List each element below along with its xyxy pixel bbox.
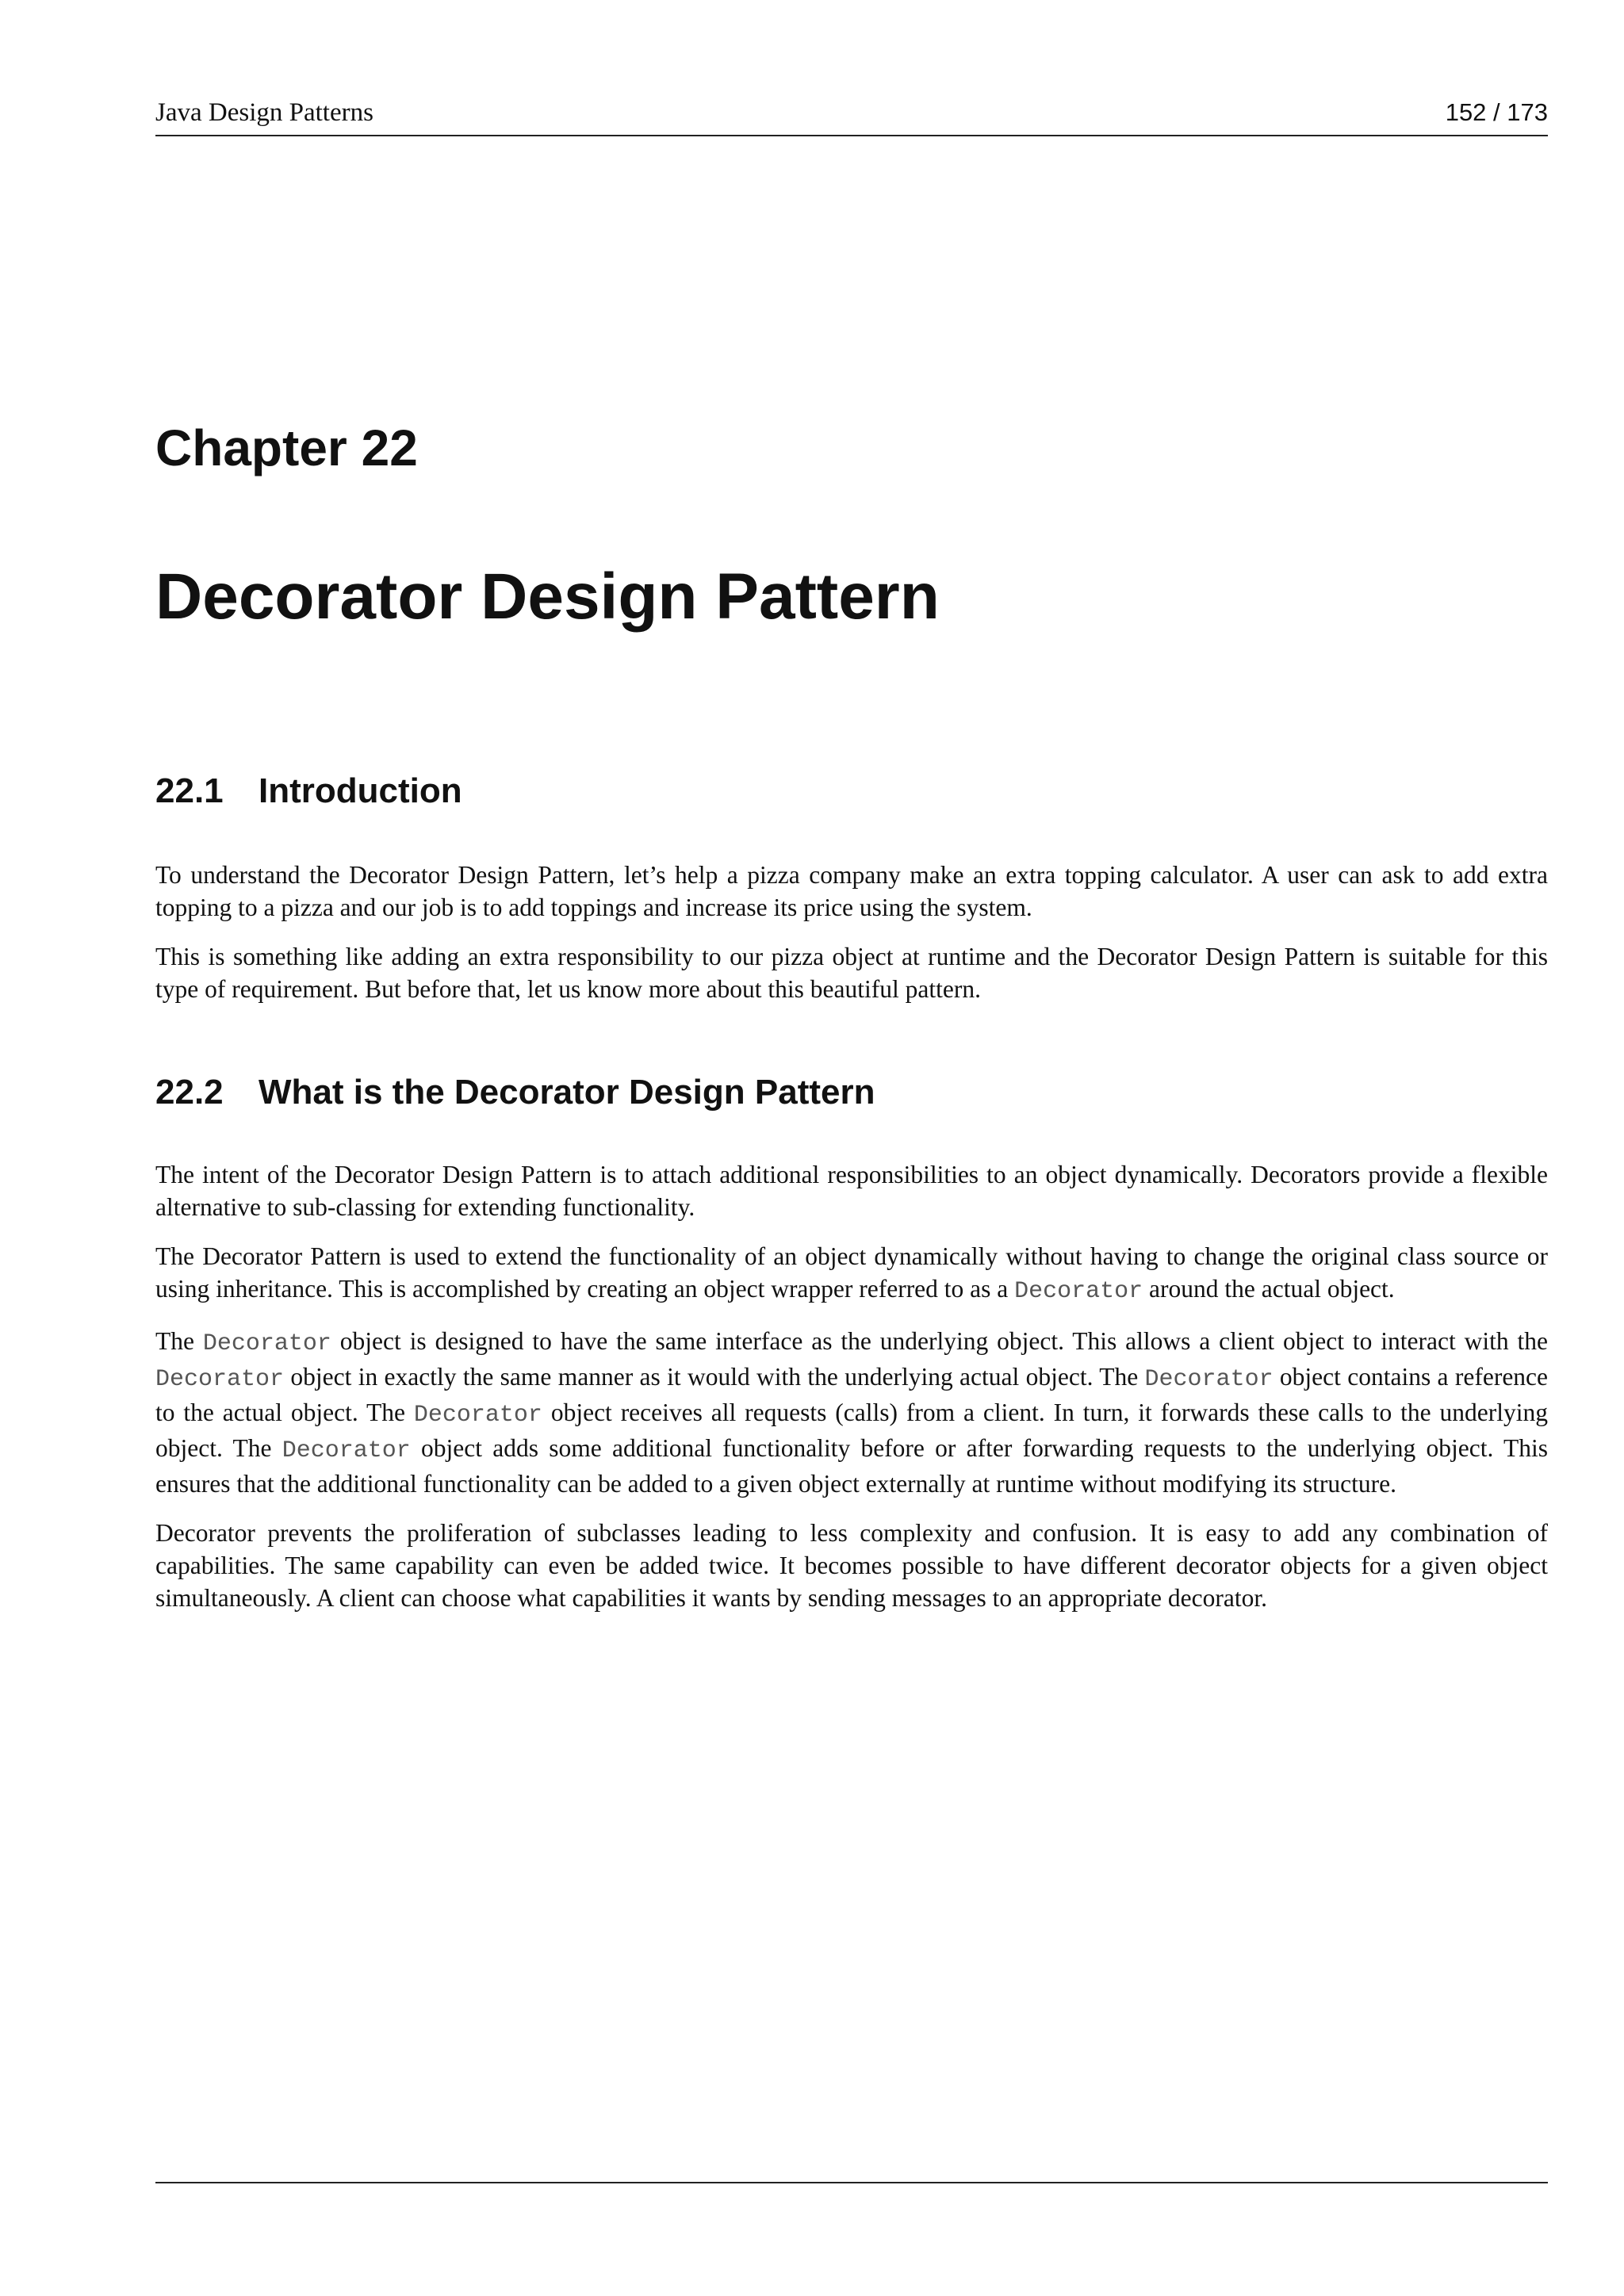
paragraph: Decorator prevents the proliferation of subclasses leading to less complexity and confusion. It is easy to add any combination of capabilities. The same capability can even be added twice. It becomes possible to have different decorator objects for a given object simultaneously. A client can choose what capabilities it wants by sending messages to an appropriate decorator. (155, 1519, 1548, 1612)
text-run: around the actual object. (1143, 1275, 1395, 1303)
inline-code: Decorator (155, 1366, 285, 1393)
text-run: The (155, 1327, 203, 1355)
section-number: 22.1 (155, 771, 224, 810)
inline-code: Decorator (1144, 1366, 1274, 1393)
header-book-title: Java Design Patterns (155, 98, 373, 127)
paragraph (155, 1325, 1548, 1500)
section-title: What is the Decorator Design Pattern (259, 1073, 875, 1112)
chapter-label: Chapter 22 (155, 419, 418, 476)
inline-code: Decorator (202, 1330, 331, 1357)
paragraph: This is something like adding an extra responsibility to our pizza object at runtime and the Decorator Design Pattern is suitable for this type of requirement. But before that, let us know more about this beautiful pattern. (155, 943, 1548, 1003)
section-body-introduction (155, 859, 1548, 1022)
text-run: object adds some additional functionality before or after forwarding requests to the underlying object. This ensures that the additional functionality can be added to a given object externally at runtime without modifying its structure. (155, 1434, 1549, 1498)
inline-code: Decorator (282, 1437, 411, 1464)
text-run: object is designed to have the same interface as the underlying object. This allows a client object to interact with the (331, 1327, 1548, 1355)
footer-rule (155, 2182, 1548, 2183)
section-heading-introduction (155, 767, 462, 815)
text-run: object in exactly the same manner as it would with the underlying actual object. The (284, 1363, 1145, 1391)
running-header (155, 97, 1548, 136)
text-run: object contains a reference to the actual object. The (155, 1363, 1549, 1426)
paragraph: The intent of the Decorator Design Pattern is to attach additional responsibilities to an object dynamically. Decorators provide a flexible alternative to sub-classing for extending functionality. (155, 1161, 1548, 1221)
paragraph (155, 1240, 1548, 1308)
section-body-what-is-decorator (155, 1158, 1548, 1631)
header-page-number: 152 / 173 (1445, 98, 1548, 126)
section-number: 22.2 (155, 1073, 224, 1112)
text-run: object receives all requests (calls) from a client. In turn, it forwards these calls to the underlying object. The (155, 1399, 1548, 1462)
inline-code: Decorator (1014, 1278, 1143, 1305)
paragraph: To understand the Decorator Design Pattern, let’s help a pizza company make an extra topping calculator. A user can ask to add extra topping to a pizza and our job is to add toppings and increase its price using the system. (155, 861, 1548, 921)
section-title: Introduction (259, 771, 462, 810)
chapter-title: Decorator Design Pattern (155, 561, 940, 633)
inline-code: Decorator (413, 1402, 542, 1429)
section-heading-what-is-decorator (155, 1069, 875, 1116)
text-run: The Decorator Pattern is used to extend the functionality of an object dynamically without having to change the original class source or using inheritance. This is accomplished by creating an object wrapper referred to as a (155, 1242, 1548, 1303)
